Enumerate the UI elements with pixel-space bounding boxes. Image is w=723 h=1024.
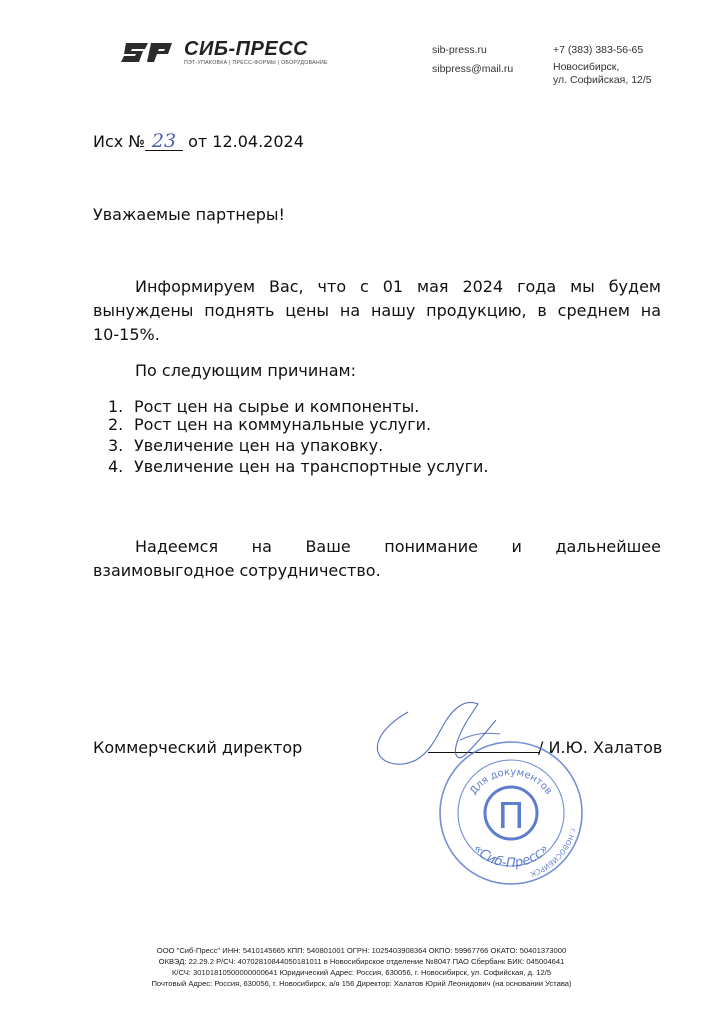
company-logo <box>120 38 335 72</box>
signer-name: / И.Ю. Халатов <box>538 738 663 757</box>
list-text: Увеличение цен на упаковку. <box>134 436 384 455</box>
footer-details-line: К/СЧ: 30101810500000000641 Юридический Адрес: Россия, 630056, г. Новосибирск, ул. Софийская, д. 12/5 <box>171 968 552 977</box>
list-text: Увеличение цен на транспортные услуги. <box>134 457 489 476</box>
paragraph-line: вынуждены поднять цены на нашу продукцию, в среднем на <box>93 301 661 320</box>
sp-logo-icon <box>120 40 180 68</box>
signer-position: Коммерческий директор <box>93 738 303 757</box>
seal-company-name: «Сиб-Пресс» <box>470 841 552 872</box>
reference-number: 23 <box>145 132 183 151</box>
closing-line: взаимовыгодное сотрудничество. <box>93 561 381 580</box>
paragraph-line: 10-15%. <box>93 325 160 344</box>
list-number: 2. <box>108 415 124 434</box>
footer-details-line: ОКВЭД: 22.29.2 Р/СЧ: 40702810844050181011 в Новосибирское отделение №8047 ПАО Сбербанк БИК: 045004641 <box>158 957 565 966</box>
list-item <box>108 414 431 436</box>
list-item <box>108 456 489 478</box>
website-link[interactable]: sib-press.ru <box>432 44 487 56</box>
greeting: Уважаемые партнеры! <box>93 205 285 224</box>
seal-city: г.НОВОСИБИРСК <box>529 827 578 879</box>
list-number: 1. <box>108 397 124 416</box>
handwritten-signature <box>360 690 560 780</box>
list-number: 3. <box>108 436 124 455</box>
list-number: 4. <box>108 457 124 476</box>
footer-details-line: Почтовый Адрес: Россия, 630056, г. Новосибирск, а/я 156 Директор: Халатов Юрий Леонидович (на основании Устава) <box>151 979 572 988</box>
footer-details-line: ООО "Сиб-Пресс" ИНН: 5410145665 КПП: 540801001 ОГРН: 1025403908364 ОКПО: 59967766 ОКАТО: 50401373000 <box>156 946 567 955</box>
list-text: Рост цен на коммунальные услуги. <box>134 415 432 434</box>
seal-center-letter: П <box>497 796 525 837</box>
reasons-intro: По следующим причинам: <box>135 361 356 380</box>
paragraph-line: Информируем Вас, что с 01 мая 2024 года мы будем <box>135 277 661 296</box>
list-text: Рост цен на сырье и компоненты. <box>134 397 420 416</box>
email-link[interactable]: sibpress@mail.ru <box>432 63 514 75</box>
phone-number: +7 (383) 383-56-65 <box>553 44 644 56</box>
address-city: Новосибирск, <box>553 61 620 73</box>
reference-line <box>93 131 304 153</box>
closing-line: Надеемся на Ваше понимание и дальнейшее <box>135 537 661 556</box>
list-item <box>108 435 383 457</box>
brand-tagline: ПЭТ-УПАКОВКА | ПРЕСС-ФОРМЫ | ОБОРУДОВАНИЕ <box>184 60 328 66</box>
address-street: ул. Софийская, 12/5 <box>553 74 652 86</box>
reference-date: от 12.04.2024 <box>188 132 304 151</box>
brand-name: СИБ-ПРЕСС <box>184 38 309 60</box>
reference-prefix: Исх № <box>93 132 145 151</box>
seal-note: Для документов <box>468 766 554 797</box>
